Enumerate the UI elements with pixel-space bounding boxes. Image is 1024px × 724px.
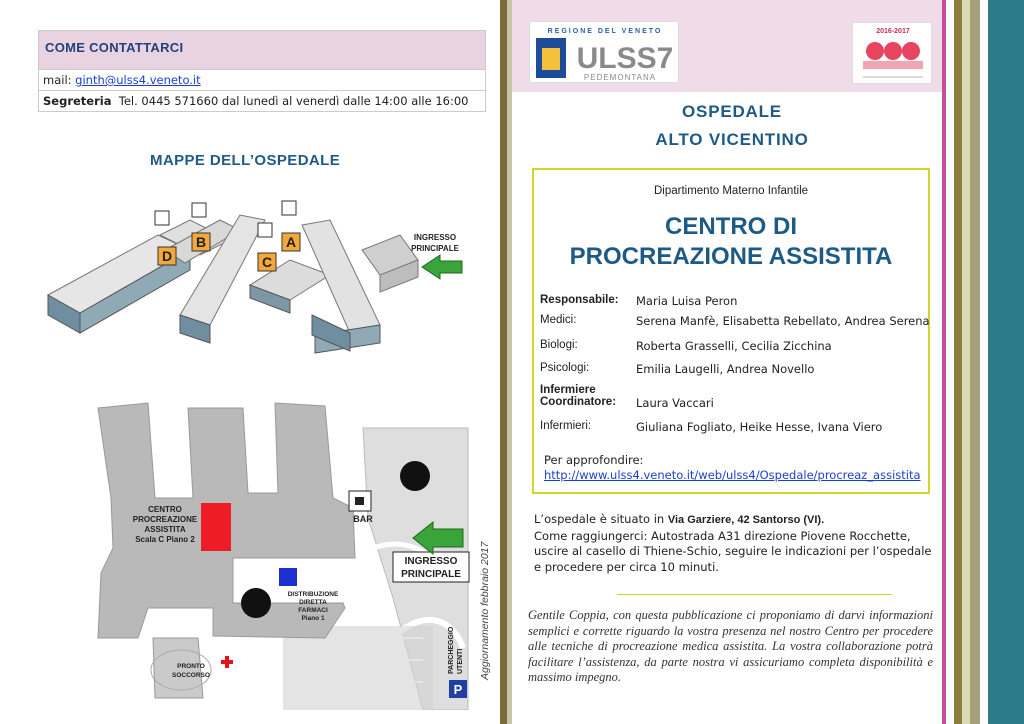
iso-entrance-line2: PRINCIPALE — [411, 244, 459, 253]
plan-center-l4: Scala C Piano 2 — [135, 535, 195, 544]
directions-intro: L’ospedale è situato in — [534, 512, 668, 526]
separator-rule — [617, 594, 892, 595]
segreteria-label: Segreteria — [43, 94, 112, 108]
segreteria-text: Tel. 0445 571660 dal lunedì al venerdì dalle 14:00 alle 16:00 — [118, 94, 469, 108]
right-panel — [512, 0, 942, 724]
plan-center-l1: CENTRO — [148, 505, 182, 514]
center-title-line1: CENTRO DI — [665, 213, 797, 240]
page-divider — [500, 0, 512, 724]
svg-text:P: P — [453, 682, 463, 697]
maps-title: MAPPE DELL’OSPEDALE — [150, 152, 341, 169]
staff-role: Infermieri: — [540, 420, 592, 432]
more-link[interactable]: http://www.ulss4.veneto.it/web/ulss4/Ospedale/procreaz_assistita — [544, 468, 921, 482]
directions-address: Via Garziere, 42 Santorso (VI). — [667, 514, 825, 526]
iso-entrance-line1: INGRESSO — [413, 233, 457, 242]
hospital-title-line2: ALTO VICENTINO — [655, 130, 809, 149]
plan-parking-l2: UTENTI — [457, 648, 464, 674]
mail-label: mail: — [43, 73, 72, 87]
iso-label-d: D — [161, 248, 173, 264]
more-label: Per approfondire: — [544, 453, 644, 467]
plan-bar-label: BAR — [353, 514, 373, 524]
plan-pharmacy-l4: Piano 1 — [301, 615, 325, 622]
stripe-gap-2 — [980, 0, 988, 724]
mail-link[interactable]: ginth@ulss4.veneto.it — [75, 73, 201, 87]
stripe-teal — [988, 0, 998, 724]
contact-mail-row — [39, 69, 485, 90]
hhh-logo — [852, 22, 932, 84]
logo-region-top: REGIONE DEL VENETO — [547, 28, 663, 35]
department: Dipartimento Materno Infantile — [653, 185, 809, 197]
staff-role: Infermiere Coordinatore: — [540, 384, 617, 408]
staff-names: Roberta Grasselli, Cecilia Zicchina — [636, 339, 832, 353]
logo-ulss: ULSS7 — [576, 42, 674, 75]
plan-center-l2: PROCREAZIONE — [132, 515, 198, 524]
isometric-hospital-map — [40, 195, 480, 375]
update-note: Aggiornamento febbraio 2017 — [479, 541, 491, 680]
directions-text: Come raggiungerci: Autostrada A31 direzione Piovene Rocchette, uscire al casello di Thiene-Schio, seguire le indicazioni per l’ospedale e procedere per circa 10 minuti. — [534, 528, 932, 574]
plan-er-l2: SOCCORSO — [172, 672, 210, 679]
center-title-line2: PROCREAZIONE ASSISTITA — [569, 243, 893, 270]
plan-entrance-sign — [393, 552, 469, 582]
staff-role: Psicologi: — [540, 362, 590, 374]
hospital-title-line1: OSPEDALE — [682, 102, 782, 121]
stripe-teal-wide — [998, 0, 1024, 724]
floor-plan-map — [93, 398, 473, 710]
stripe-cream — [962, 0, 970, 724]
plan-pharmacy-l3: FARMACI — [298, 607, 328, 614]
logo-region-sub: PEDEMONTANA — [583, 73, 657, 82]
staff-names: Giuliana Fogliato, Heike Hesse, Ivana Viero — [636, 420, 883, 434]
iso-entrance-arrow-icon — [422, 255, 462, 279]
plan-parking-l1: PARCHEGGIO — [448, 626, 455, 674]
stripe-gap — [946, 0, 954, 724]
iso-label-a: A — [285, 234, 297, 250]
iso-label-b: B — [195, 234, 207, 250]
center-info-box — [532, 168, 930, 494]
staff-role: Medici: — [540, 314, 577, 326]
staff-names: Laura Vaccari — [636, 396, 714, 410]
more-info — [544, 453, 921, 483]
directions — [534, 512, 934, 575]
contact-segreteria-row — [39, 90, 485, 111]
contact-box — [38, 30, 486, 112]
logo-hhh-years: 2016-2017 — [876, 28, 910, 35]
left-panel — [0, 0, 500, 724]
plan-pharmacy-l2: DIRETTA — [299, 599, 327, 606]
letter-to-couple: Gentile Coppia, con questa pubblicazione ci proponiamo di darvi informazioni semplici e corrette riguardo la vostra presenza nel nostro Centro per procedere alle tecniche di procreazione medica assistita. La vostra collaborazione potrà facilitare l’assistenza, da parte nostra vi assicuriamo completa disponibilità e massimo impegno. — [528, 608, 933, 685]
plan-pharmacy-l1: DISTRIBUZIONE — [287, 591, 339, 598]
staff-names: Serena Manfè, Elisabetta Rebellato, Andrea Serena — [636, 314, 930, 328]
stripe-olive — [954, 0, 962, 724]
iso-label-c: C — [261, 254, 273, 270]
plan-center-l3: ASSISTITA — [144, 525, 186, 534]
staff-role: Responsabile: — [540, 294, 619, 306]
staff-role: Biologi: — [540, 339, 578, 351]
staff-names: Maria Luisa Peron — [636, 294, 738, 308]
center-title — [534, 212, 928, 272]
plan-er-l1: PRONTO — [177, 663, 205, 670]
plan-entrance-l2: PRINCIPALE — [401, 569, 461, 580]
regione-veneto-logo — [529, 21, 679, 83]
stripe-khaki — [970, 0, 980, 724]
staff-names: Emilia Laugelli, Andrea Novello — [636, 362, 815, 376]
plan-entrance-l1: INGRESSO — [404, 556, 458, 567]
contact-title: COME CONTATTARCI — [39, 31, 485, 69]
